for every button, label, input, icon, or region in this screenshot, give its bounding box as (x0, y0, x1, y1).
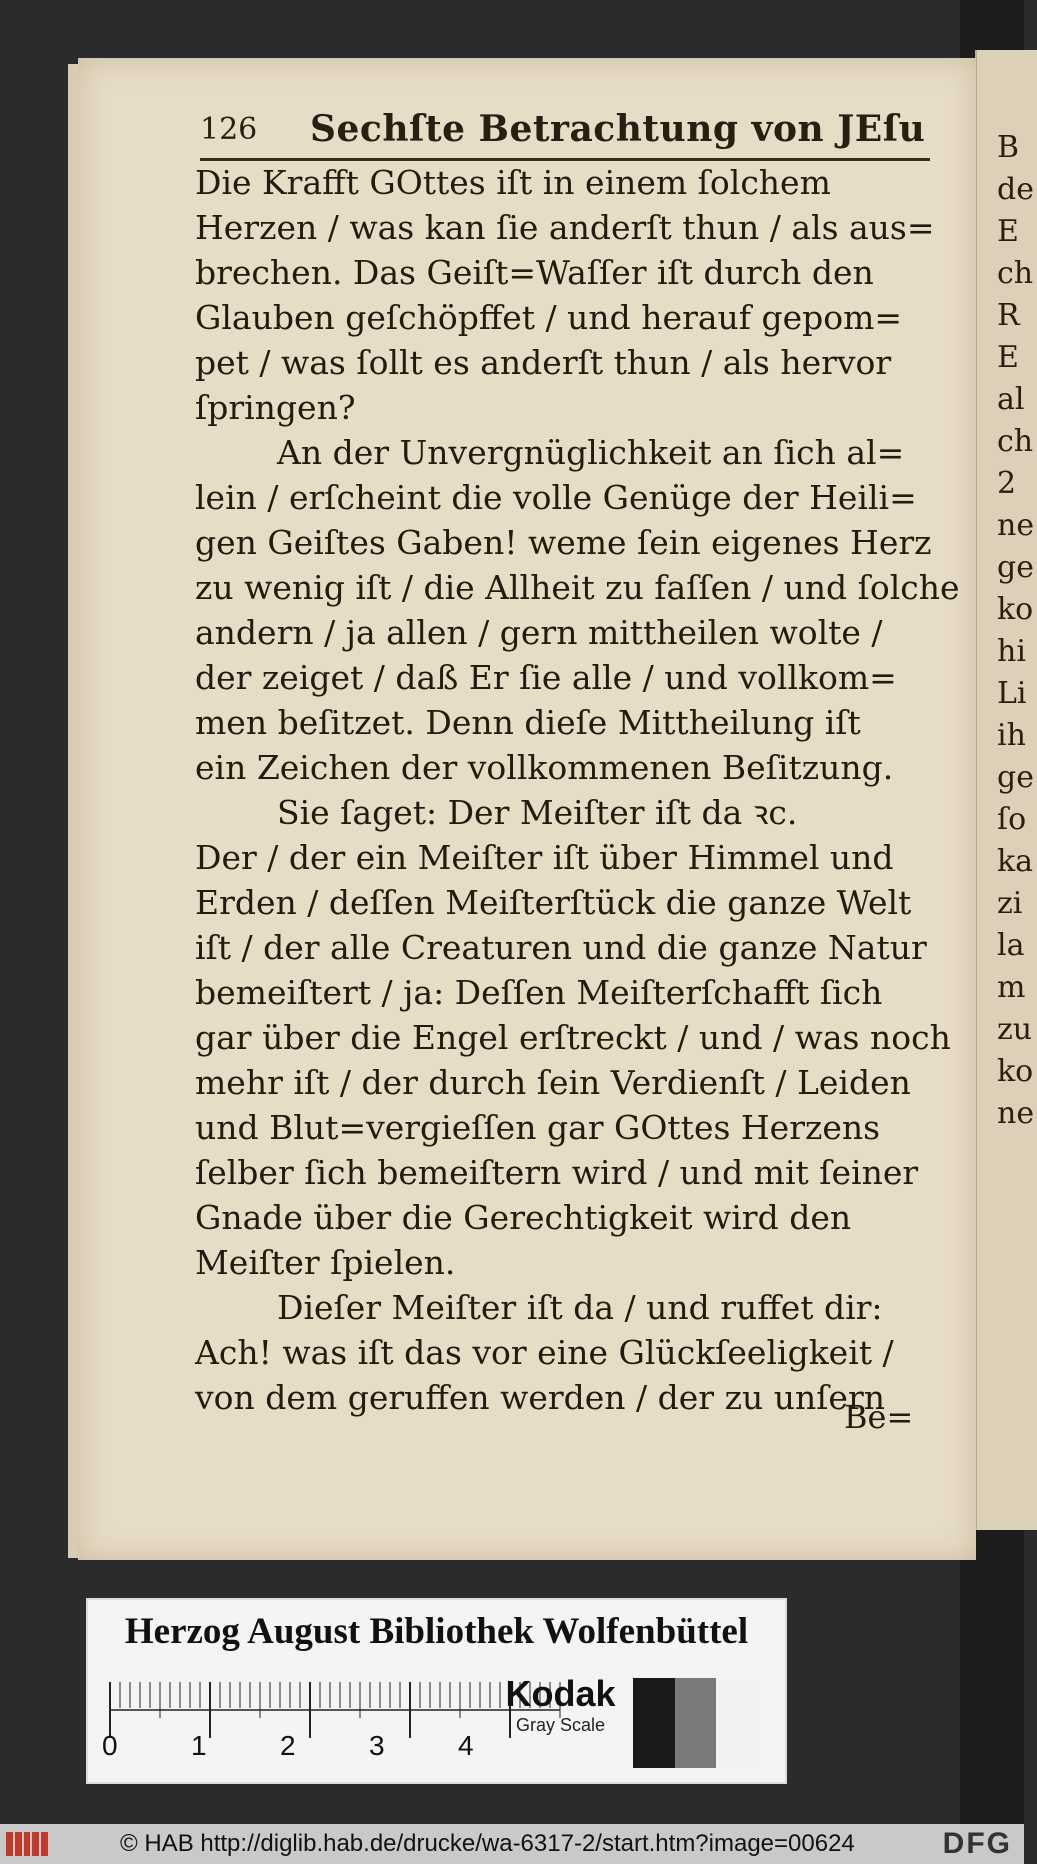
text-line: mehr iſt / der durch ſein Verdienſt / Leiden (195, 1063, 911, 1102)
gray-scale-patches (633, 1678, 758, 1768)
text-line: An der Unvergnüglichkeit an ſich al= (277, 433, 905, 472)
text-line: lein / erſcheint die volle Genüge der Heili= (195, 478, 917, 517)
next-page-fragment: al (997, 382, 1025, 417)
text-line: Sie ſaget: Der Meiſter iſt da ꝛc. (277, 793, 798, 832)
page-header (200, 108, 930, 161)
ruler-number: 4 (458, 1730, 474, 1761)
text-line: und Blut=vergieſſen gar GOttes Herzens (195, 1108, 881, 1147)
text-line: Die Krafft GOttes iſt in einem ſolchem (195, 163, 831, 202)
text-line: gar über die Engel erſtreckt / und / was noch (195, 1018, 951, 1057)
next-page-fragment: E (997, 214, 1019, 249)
text-line: ſpringen? (195, 388, 356, 427)
text-line: Meiſter ſpielen. (195, 1243, 456, 1282)
next-page-fragment: zu (997, 1012, 1033, 1047)
next-page-fragment: Li (997, 676, 1027, 711)
footer-bar (0, 1824, 1024, 1864)
text-line: gen Geiſtes Gaben! weme ſein eigenes Herz (195, 523, 932, 562)
ruler-number: 0 (102, 1730, 118, 1761)
next-page-fragment: ko (997, 1054, 1034, 1089)
text-line: Dieſer Meiſter iſt da / und ruffet dir: (277, 1288, 883, 1327)
text-line: Herzen / was kan ſie anderſt thun / als aus= (195, 208, 935, 247)
next-page-fragment: hi (997, 634, 1026, 669)
text-line: pet / was ſollt es anderſt thun / als hervor (195, 343, 892, 382)
text-line: bemeiſtert / ja: Deſſen Meiſterſchafft ſich (195, 973, 883, 1012)
ruler-number: 1 (191, 1730, 207, 1761)
next-page-fragment: E (997, 340, 1019, 375)
text-line: iſt / der alle Creaturen und die ganze Natur (195, 928, 927, 967)
text-line: Gnade über die Gerechtigkeit wird den (195, 1198, 852, 1237)
footer-url[interactable]: © HAB http://diglib.hab.de/drucke/wa-6317-2/start.htm?image=00624 (120, 1830, 855, 1857)
hab-logo-icon (6, 1832, 48, 1856)
next-page-fragment: zi (997, 886, 1023, 921)
next-page-fragment: ka (997, 844, 1034, 879)
gray-patch (675, 1678, 717, 1768)
text-line: brechen. Das Geiſt=Waſſer iſt durch den (195, 253, 874, 292)
page-number: 126 (200, 112, 258, 147)
next-page-fragment: la (997, 928, 1025, 963)
next-page-fragment: ko (997, 592, 1034, 627)
next-page-fragment: ch (997, 256, 1034, 291)
next-page-fragment: ge (997, 760, 1034, 795)
next-page-fragment: ge (997, 550, 1034, 585)
next-page-fragment: R (997, 298, 1020, 333)
text-line: men beſitzet. Denn dieſe Mittheilung iſt (195, 703, 861, 742)
text-line: von dem geruffen werden / der zu unſern (195, 1378, 885, 1417)
text-line: andern / ja allen / gern mittheilen wolte / (195, 613, 883, 652)
library-name: Herzog August Bibliothek Wolfenbüttel (124, 1611, 749, 1652)
gray-patch (716, 1678, 758, 1768)
next-page-fragment: ne (997, 1096, 1035, 1131)
catchword: Be= (844, 1398, 914, 1436)
ruler-number: 2 (280, 1730, 296, 1761)
ruler-number: 3 (369, 1730, 385, 1761)
page-body-text (195, 160, 960, 1420)
kodak-brand: Kodak (505, 1673, 616, 1714)
kodak-label (498, 1674, 623, 1736)
kodak-subtitle: Gray Scale (515, 1715, 606, 1735)
next-page-fragment: ne (997, 508, 1035, 543)
next-page-fragment: ch (997, 424, 1034, 459)
next-page-fragment: m (997, 970, 1026, 1005)
next-page-fragment: 2 (997, 466, 1017, 501)
next-page-edge (975, 50, 1037, 1530)
next-page-fragment: B (997, 130, 1020, 165)
running-head: Sechſte Betrachtung von JEſu (310, 108, 926, 150)
ruler-numbers (88, 1730, 568, 1770)
text-line: Glauben geſchöpffet / und herauf gepom= (195, 298, 903, 337)
text-line: ſelber ſich bemeiſtern wird / und mit ſeiner (195, 1153, 919, 1192)
gray-patch (633, 1678, 675, 1768)
dfg-logo: DFG (942, 1827, 1012, 1860)
text-line: ein Zeichen der vollkommenen Beſitzung. (195, 748, 894, 787)
text-line: der zeiget / daß Er ſie alle / und vollkom= (195, 658, 897, 697)
next-page-fragment: de (997, 172, 1034, 207)
color-reference-card (86, 1598, 787, 1784)
text-line: zu wenig iſt / die Allheit zu faſſen / und ſolche (195, 568, 960, 607)
next-page-fragment: ih (997, 718, 1026, 753)
text-line: Erden / deſſen Meiſterſtück die ganze Welt (195, 883, 912, 922)
text-line: Der / der ein Meiſter iſt über Himmel und (195, 838, 894, 877)
text-line: Ach! was iſt das vor eine Glückſeeligkeit / (195, 1333, 894, 1372)
next-page-fragment: ſo (997, 802, 1027, 837)
